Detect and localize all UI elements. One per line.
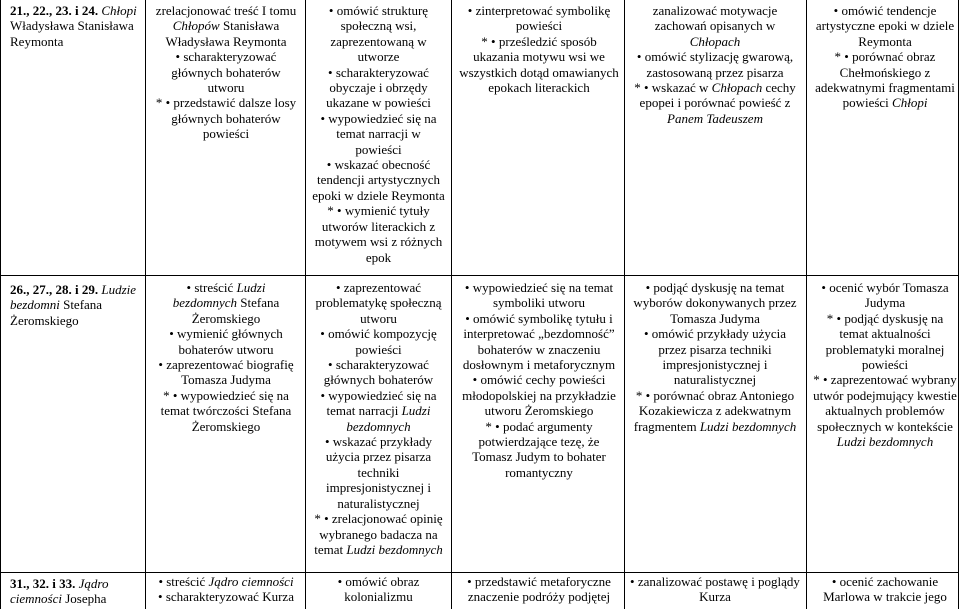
requirement-text: zaprezentować biografię Tomasza Judyma (166, 357, 294, 388)
lesson-work-title: Chłopi (101, 3, 137, 18)
bullet-icon: • (465, 310, 474, 326)
requirement-text: omówić tendencje artystyczne epoki w dziele Reymonta (815, 3, 955, 49)
requirement-text: zinterpretować symbolikę powieści (475, 3, 611, 34)
bullet-icon: • (328, 3, 337, 18)
bullet-icon: • (328, 357, 336, 373)
column-divider (806, 0, 807, 609)
requirement-text: omówić strukturę społeczną wsi, zaprezentowaną w utworze (330, 3, 429, 65)
bullet-icon: • (169, 326, 177, 342)
requirement-text: Stefana Żeromskiego (191, 295, 280, 326)
lesson-title (10, 3, 142, 63)
bullet-icon: • (158, 357, 167, 373)
lesson-numbers: 21., 22., 23. i 24. (10, 3, 99, 18)
bullet-icon: • (472, 372, 481, 388)
bullet-icon: • (320, 326, 329, 342)
requirement-text: * (813, 372, 823, 388)
bullet-icon: • (464, 280, 473, 295)
bullet-icon: • (491, 33, 499, 49)
requirements-col5 (630, 3, 800, 271)
requirement-text: * (485, 418, 496, 434)
requirement-text: streścić (194, 280, 237, 295)
requirement-text: zanalizować postawę i poglądy Kurza (637, 574, 800, 605)
requirements-col2 (153, 3, 299, 271)
bullet-icon: • (158, 589, 166, 605)
column-divider (451, 0, 452, 609)
requirements-col5 (630, 280, 800, 570)
requirement-text: wymienić głównych bohaterów utworu (177, 326, 283, 357)
lesson-numbers: 26., 27., 28. i 29. (10, 282, 99, 297)
bullet-icon: • (645, 280, 654, 295)
requirements-col3 (312, 280, 445, 570)
bullet-icon: • (337, 574, 346, 589)
lesson-author: Stefana Żeromskiego (10, 297, 103, 328)
table-border (0, 0, 1, 609)
column-divider (624, 0, 625, 609)
requirement-text: podjąć dyskusję na temat aktualności problematyki moralnej powieści (825, 310, 945, 373)
requirements-col4 (458, 574, 620, 609)
bullet-icon: • (324, 434, 333, 450)
requirements-col3 (312, 3, 445, 271)
bullet-icon: • (495, 418, 503, 434)
requirement-text: wymienić tytuły utworów literackich z motywem wsi z różnych epok (314, 203, 443, 265)
lesson-title (10, 282, 142, 342)
bullet-icon: • (467, 3, 476, 18)
requirement-text: scharakteryzować Kurza (165, 589, 294, 605)
requirement-text: * (834, 49, 845, 65)
requirement-text: * (155, 95, 166, 111)
requirements-col2 (153, 574, 299, 609)
requirement-text: wskazać w (651, 80, 712, 96)
requirement-text: * (314, 511, 325, 527)
bullet-icon: • (165, 95, 174, 111)
requirement-text: Stanisława Władysława Reymonta (165, 18, 287, 49)
requirement-text: Ludzi bezdomnych (172, 280, 266, 311)
bullet-icon: • (636, 49, 645, 65)
requirement-text: zaprezentować wybrany utwór podejmujący kwestie aktualnych problemów społecznych w kontekście (813, 372, 957, 434)
requirement-text: Ludzi bezdomnych (346, 403, 431, 434)
bullet-icon: • (337, 203, 345, 219)
requirements-col5 (630, 574, 800, 609)
bullet-icon: • (831, 574, 840, 589)
requirement-text: * (163, 387, 173, 403)
requirement-text: Ludzi bezdomnych (836, 434, 934, 450)
bullet-icon: • (175, 49, 184, 65)
column-divider (145, 0, 146, 609)
requirement-text: wypowiedzieć się na temat narracji (326, 387, 437, 419)
requirements-col4 (458, 280, 620, 570)
requirement-text: omówić obraz kolonializmu (344, 574, 420, 605)
table-border (958, 0, 959, 609)
requirement-text: porównać obraz Chełmońskiego z adekwatnymi fragmentami powieści (815, 49, 955, 111)
bullet-icon: • (335, 280, 344, 295)
bullet-icon: • (836, 310, 845, 326)
requirement-text: Chłopach (689, 33, 741, 49)
bullet-icon: • (326, 157, 335, 173)
lesson-work-title: Ludzie bezdomni (10, 282, 137, 313)
requirement-text: Ludzi bezdomnych (346, 541, 443, 557)
bullet-icon: • (645, 387, 654, 403)
bullet-icon: • (643, 80, 652, 96)
bullet-icon: • (158, 574, 167, 589)
bullet-icon: • (821, 280, 830, 295)
bullet-icon: • (630, 574, 638, 589)
requirement-text: Chłopach (711, 80, 763, 96)
requirement-text: omówić stylizację gwarową, zastosowaną przez pisarza (644, 49, 794, 80)
bullet-icon: • (467, 574, 475, 589)
bullet-icon: • (844, 49, 853, 65)
requirement-text: * (481, 33, 492, 49)
requirement-text: wskazać przykłady użycia przez pisarza techniki impresjonistycznej i naturalistycznej (325, 434, 433, 511)
requirement-text: wskazać obecność tendencji artystycznych epoki w dziele Reymonta (312, 157, 445, 203)
requirement-text: omówić cechy powieści młodopolskiej na przykładzie utworu Żeromskiego (462, 372, 616, 419)
requirement-text: podać argumenty potwierdzające tezę, że Tomasz Judym to bohater romantyczny (472, 418, 606, 480)
requirement-text: * (634, 80, 644, 96)
requirement-text: scharakteryzować głównych bohaterów (323, 357, 434, 388)
bullet-icon: • (643, 326, 652, 342)
requirement-text: wypowiedzieć się na temat symboliki utworu (472, 280, 614, 311)
requirement-text: zrelacjonować treść I tomu (155, 3, 297, 18)
lesson-author: Josepha (61, 591, 107, 607)
bullet-icon: • (324, 511, 332, 527)
requirement-text: * (327, 203, 338, 219)
requirements-col6 (812, 280, 958, 570)
column-divider (305, 0, 306, 609)
requirement-text: Chłopów (172, 18, 220, 34)
requirement-text: przedstawić dalsze losy głównych bohaterów powieści (171, 95, 297, 142)
requirement-text: wypowiedzieć się na temat twórczości Stefana Żeromskiego (160, 387, 292, 434)
requirement-text: zrelacjonować opinię wybranego badacza na temat (314, 511, 443, 557)
bullet-icon: • (320, 387, 329, 403)
requirement-text: zaprezentować problematykę społeczną utworu (315, 280, 442, 326)
requirements-col2 (153, 280, 299, 570)
requirement-text: omówić symbolikę tytułu i interpretować „bezdomność” bohaterów w znaczeniu dosłownym i metaforycznym (462, 310, 616, 373)
bullet-icon: • (320, 110, 329, 126)
lesson-author: Władysława Stanisława Reymonta (10, 18, 134, 49)
bullet-icon: • (186, 280, 195, 295)
requirement-text: omówić przykłady użycia przez pisarza techniki impresjonistycznej i naturalistycznej (651, 326, 787, 388)
row-divider (0, 572, 959, 573)
requirements-col3 (312, 574, 445, 609)
lesson-title (10, 576, 142, 609)
requirement-text: * (635, 387, 646, 403)
requirement-text: Jądro ciemności (208, 574, 294, 589)
requirements-col4 (458, 3, 620, 271)
requirement-text: streścić (166, 574, 209, 589)
requirement-text: scharakteryzować obyczaje i obrzędy ukazane w powieści (326, 64, 431, 111)
requirement-text: Panem Tadeuszem (667, 110, 763, 126)
requirement-text: zanalizować motywacje zachowań opisanych w (652, 3, 778, 34)
bullet-icon: • (172, 387, 181, 403)
requirement-text: wypowiedzieć się na temat narracji w powieści (328, 110, 437, 157)
requirement-text: * (826, 310, 837, 326)
bullet-icon: • (328, 64, 336, 80)
requirement-text: ocenić zachowanie Marlowa w trakcie jego (823, 574, 947, 605)
requirement-text: Ludzi bezdomnych (699, 418, 797, 434)
requirements-col6 (812, 574, 958, 609)
bullet-icon: • (833, 3, 842, 18)
requirement-text: cechy epopei i porównać powieść z (639, 80, 796, 111)
requirement-text: podjąć dyskusję na temat wyborów dokonywanych przez Tomasza Judyma (633, 280, 797, 326)
lesson-numbers: 31., 32. i 33. (10, 576, 76, 591)
bullet-icon: • (822, 372, 831, 388)
requirements-col6 (812, 3, 958, 271)
requirement-text: przedstawić metaforyczne znaczenie podróży podjętej (467, 574, 611, 605)
requirement-text: prześledzić sposób ukazania motywu wsi we wszystkich dotąd omawianych epokach literackich (459, 33, 619, 96)
requirement-text: ocenić wybór Tomasza Judyma (829, 280, 949, 311)
requirement-text: omówić kompozycję powieści (328, 326, 437, 357)
requirement-text: Chłopi (892, 95, 928, 111)
requirement-text: scharakteryzować głównych bohaterów utworu (171, 49, 281, 96)
lesson-work-title: Jądro ciemności (10, 576, 109, 607)
requirement-text: porównać obraz Antoniego Kozakiewicza z adekwatnym fragmentem (633, 387, 795, 434)
row-divider (0, 275, 959, 276)
